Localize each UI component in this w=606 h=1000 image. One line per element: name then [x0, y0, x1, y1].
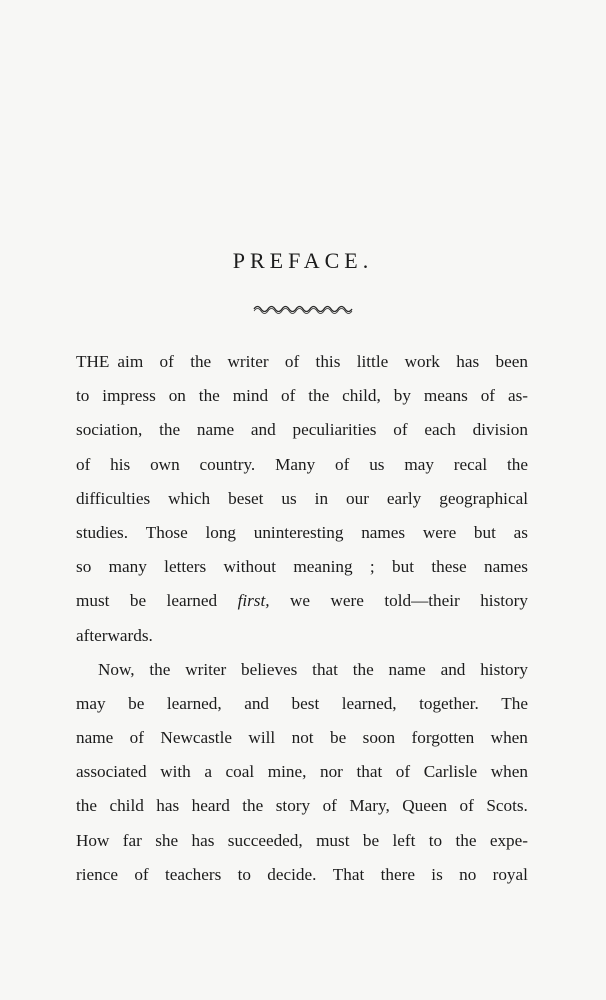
wave-ornament-icon	[253, 303, 356, 315]
text-line	[76, 824, 528, 858]
text-line	[76, 345, 528, 379]
text-line	[76, 789, 528, 823]
text-span: the child has heard the story of Mary, Queen of Scots.	[76, 796, 528, 816]
text-span: aim of the writer of this little work has been	[117, 352, 528, 371]
text-line	[76, 413, 528, 447]
text-span: rience of teachers to decide. That there is no royal	[76, 864, 528, 884]
text-line	[76, 482, 528, 516]
text-span: of his own country. Many of us may recal the	[76, 454, 528, 474]
text-span: studies. Those long uninteresting names were but as	[76, 522, 528, 542]
page-title: PREFACE.	[232, 248, 374, 273]
text-line	[76, 755, 528, 789]
text-span: associated with a coal mine, nor that of Carlisle when	[76, 762, 528, 782]
text-span: Now, the writer believes that the name and history	[98, 659, 528, 679]
text-line	[76, 721, 528, 755]
text-line	[76, 619, 528, 653]
text-line	[76, 516, 528, 550]
text-line	[76, 550, 528, 584]
text-span: THE	[76, 352, 110, 371]
text-line	[76, 653, 528, 687]
text-span: to impress on the mind of the child, by means of as-	[76, 386, 528, 406]
text-span: afterwards.	[76, 625, 153, 645]
text-span: so many letters without meaning ; but these names	[76, 557, 528, 577]
text-span: How far she has succeeded, must be left to the expe-	[76, 830, 528, 850]
text-span: difficulties which beset us in our early geographical	[76, 488, 528, 508]
text-span: must be learned first, we were told—their history	[76, 591, 528, 611]
text-line	[76, 584, 528, 618]
text-line	[76, 858, 528, 892]
text-span: sociation, the name and peculiarities of each division	[76, 420, 528, 440]
preface-body	[76, 345, 528, 892]
text-line	[76, 687, 528, 721]
text-line	[76, 379, 528, 413]
text-span: name of Newcastle will not be soon forgotten when	[76, 728, 528, 748]
text-span: may be learned, and best learned, together. The	[76, 693, 528, 713]
text-line	[76, 448, 528, 482]
